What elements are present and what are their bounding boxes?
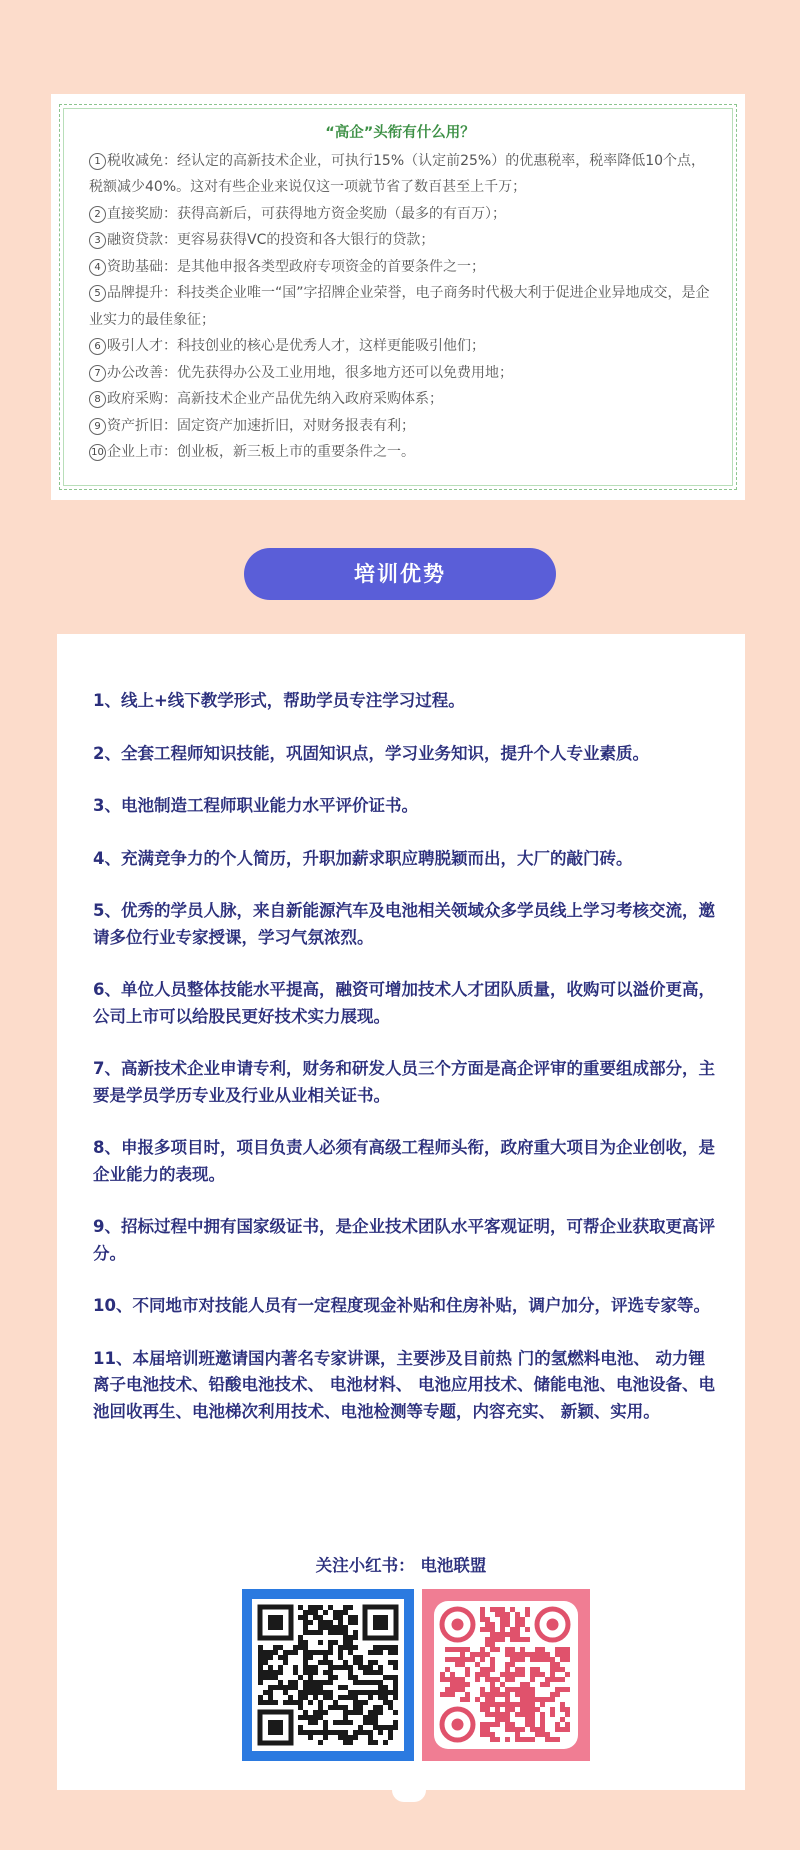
benefit-number: 5 (89, 285, 106, 302)
benefit-text: 税收减免：经认定的高新技术企业，可执行15%（认定前25%）的优惠税率，税率降低10个点，税额减少40%。这对有些企业来说仅这一项就节省了数百甚至上千万； (89, 152, 706, 195)
benefit-text: 融资贷款：更容易获得VC的投资和各大银行的贷款； (107, 232, 435, 248)
benefit-item (89, 360, 711, 387)
gaoqi-content (89, 120, 711, 466)
advantage-item: 9、招标过程中拥有国家级证书，是企业技术团队水平客观证明，可帮企业获取更高评分。 (93, 1217, 715, 1263)
advantages-list (93, 688, 715, 1451)
benefit-item (89, 254, 711, 281)
benefit-number: 3 (89, 232, 106, 249)
benefit-item (89, 148, 711, 201)
qr-code-pink (422, 1589, 590, 1761)
advantage-item: 1、线上+线下教学形式，帮助学员专注学习过程。 (93, 691, 465, 710)
benefit-text: 资助基础：是其他申报各类型政府专项资金的首要条件之一； (107, 258, 485, 275)
benefit-number: 7 (89, 365, 106, 382)
advantage-item: 11、本届培训班邀请国内著名专家讲课，主要涉及目前热 门的氢燃料电池、 动力锂离子电池技术、铅酸电池技术、 电池材料、 电池应用技术、储能电池、电池设备、电池回收再生、电池梯次利用技术、电池检测等专题，内容充实、 新颖、实用。 (93, 1348, 715, 1421)
bottom-tab (392, 1790, 426, 1802)
advantage-item: 6、单位人员整体技能水平提高，融资可增加技术人才团队质量，收购可以溢价更高，公司上市可以给股民更好技术实力展现。 (93, 980, 715, 1026)
benefit-item (89, 333, 711, 360)
advantage-item: 7、高新技术企业申请专利，财务和研发人员三个方面是高企评审的重要组成部分，主要是学员学历专业及行业从业相关证书。 (93, 1059, 715, 1105)
benefit-number: 10 (89, 444, 106, 461)
benefit-text: 办公改善：优先获得办公及工业用地，很多地方还可以免费用地； (107, 364, 513, 381)
advantage-item: 10、不同地市对技能人员有一定程度现金补贴和住房补贴，调户加分，评选专家等。 (93, 1296, 710, 1315)
advantage-item: 8、申报多项目时，项目负责人必须有高级工程师头衔，政府重大项目为企业创收，是企业能力的表现。 (93, 1138, 715, 1184)
benefit-text: 品牌提升：科技类企业唯一“国”字招牌企业荣誉，电子商务时代极大利于促进企业异地成交，是企业实力的最佳象征； (89, 285, 710, 328)
follow-caption: 关注小红书： 电池联盟 (315, 1556, 487, 1575)
benefit-item (89, 386, 711, 413)
advantage-item: 5、优秀的学员人脉，来自新能源汽车及电池相关领域众多学员线上学习考核交流，邀请多位行业专家授课，学习气氛浓烈。 (93, 901, 715, 947)
benefit-text: 吸引人才：科技创业的核心是优秀人才，这样更能吸引他们； (107, 338, 485, 354)
advantage-item: 2、全套工程师知识技能，巩固知识点，学习业务知识，提升个人专业素质。 (93, 743, 649, 763)
gaoqi-benefits-card (51, 94, 745, 500)
benefit-text: 资产折旧：固定资产加速折旧，对财务报表有利； (107, 417, 415, 434)
section-heading: 培训优势 (244, 548, 556, 600)
advantage-item: 4、充满竞争力的个人简历，升职加薪求职应聘脱颖而出，大厂的敲门砖。 (93, 848, 633, 868)
gaoqi-title: “高企”头衔有什么用？ (325, 125, 475, 141)
benefit-item (89, 413, 711, 440)
qr-code-blue (242, 1589, 414, 1761)
benefit-text: 直接奖励：获得高新后，可获得地方资金奖励（最多的有百万）； (107, 205, 506, 222)
benefit-item (89, 227, 711, 254)
advantages-card (57, 634, 745, 1790)
benefit-number: 9 (89, 418, 106, 435)
benefit-item (89, 201, 711, 228)
benefit-number: 8 (89, 391, 106, 408)
benefit-item (89, 439, 711, 466)
benefit-item (89, 280, 711, 333)
benefit-number: 4 (89, 259, 106, 276)
benefit-number: 1 (89, 153, 106, 170)
benefit-text: 企业上市：创业板，新三板上市的重要条件之一。 (107, 444, 415, 460)
benefit-text: 政府采购：高新技术企业产品优先纳入政府采购体系； (107, 391, 443, 407)
advantage-item: 3、电池制造工程师职业能力水平评价证书。 (93, 796, 418, 815)
benefit-number: 6 (89, 338, 106, 355)
benefit-list (89, 148, 711, 466)
qr-code-image (252, 1599, 404, 1751)
xiaohongshu-qr-code-image (434, 1601, 578, 1749)
benefit-number: 2 (89, 206, 106, 223)
